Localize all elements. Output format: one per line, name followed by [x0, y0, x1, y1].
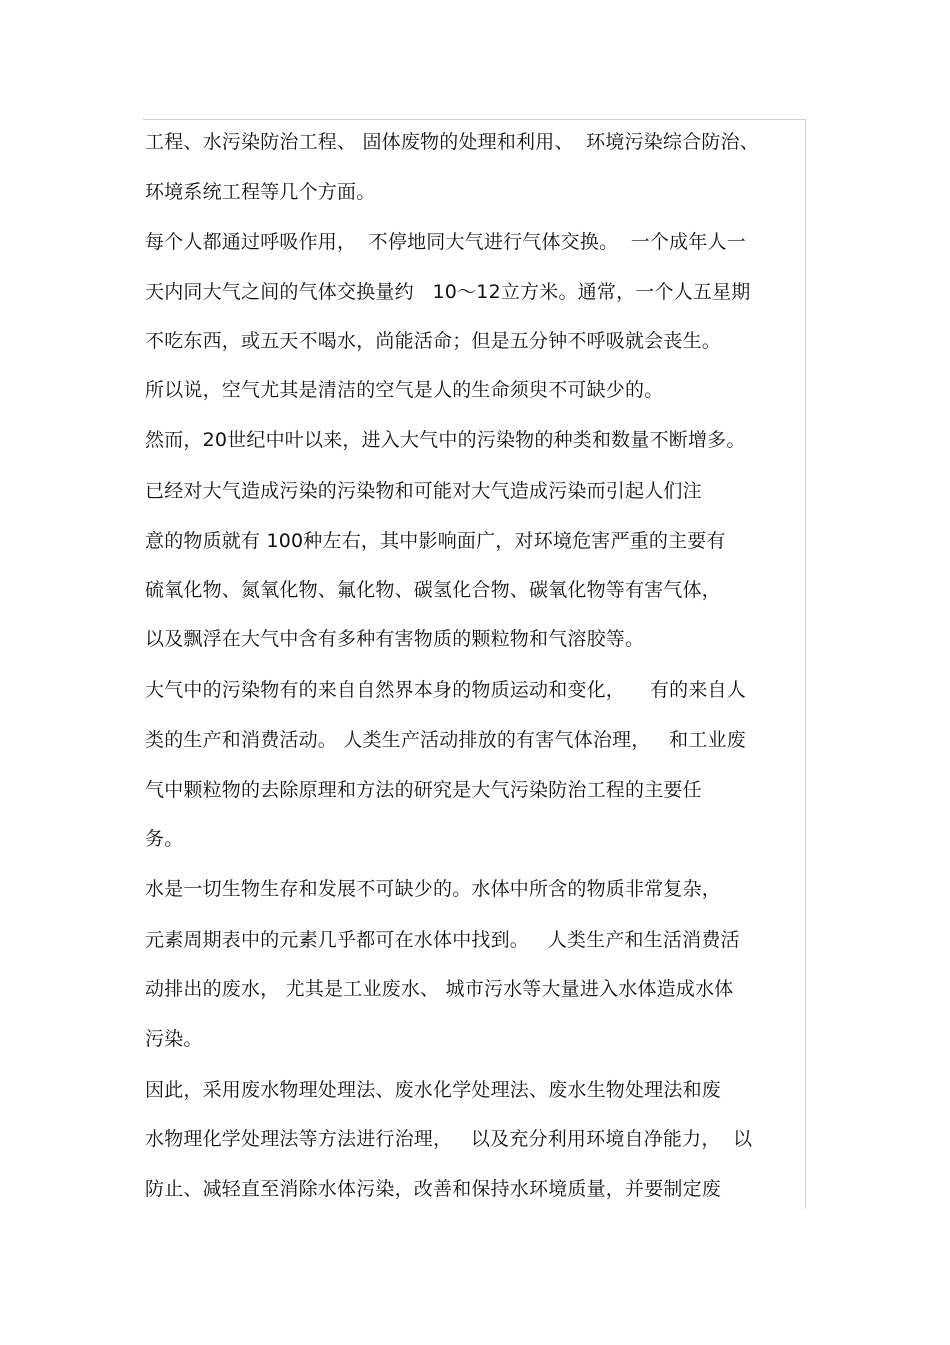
text-line: 环境系统工程等几个方面。	[145, 181, 376, 203]
text-line: 动排出的废水， 尤其是工业废水、 城市污水等大量进入水体造成水体	[145, 978, 734, 1000]
text-line: 每个人都通过呼吸作用， 不停地同大气进行气体交换。 一个成年人一	[145, 231, 746, 253]
text-line: 因此，采用废水物理处理法、废水化学处理法、废水生物处理法和废	[145, 1079, 722, 1101]
text-line: 大气中的污染物有的来自自然界本身的物质运动和变化， 有的来自人	[145, 679, 746, 701]
text-line: 气中颗粒物的去除原理和方法的研究是大气污染防治工程的主要任	[145, 779, 702, 801]
text-line: 以及飘浮在大气中含有多种有害物质的颗粒物和气溶胶等。	[145, 628, 645, 650]
text-line: 类的生产和消费活动。 人类生产活动排放的有害气体治理， 和工业废	[145, 729, 746, 751]
text-line: 水物理化学处理法等方法进行治理， 以及充分利用环境自净能力， 以	[145, 1128, 753, 1150]
text-line: 水是一切生物生存和发展不可缺少的。水体中所含的物质非常复杂，	[145, 878, 722, 900]
text-line: 所以说，空气尤其是清洁的空气是人的生命须臾不可缺少的。	[145, 379, 664, 401]
text-line: 然而，20世纪中叶以来，进入大气中的污染物的种类和数量不断增多。	[145, 429, 746, 451]
text-line: 务。	[145, 828, 184, 850]
text-line: 污染。	[145, 1028, 203, 1050]
text-line: 不吃东西，或五天不喝水，尚能活命；但是五分钟不呼吸就会丧生。	[145, 330, 722, 352]
text-body	[143, 119, 806, 1209]
text-line: 元素周期表中的元素几乎都可在水体中找到。 人类生产和生活消费活	[145, 929, 740, 951]
text-line: 工程、水污染防治工程、 固体废物的处理和利用、 环境污染综合防治、	[145, 131, 759, 153]
text-line: 硫氧化物、氮氧化物、氟化物、碳氢化合物、碳氧化物等有害气体，	[145, 579, 722, 601]
text-line: 防止、减轻直至消除水体污染，改善和保持水环境质量，并要制定废	[145, 1178, 722, 1200]
text-line: 天内同大气之间的气体交换量约 10～12立方米。通常，一个人五星期	[145, 281, 751, 303]
text-line: 意的物质就有 100种左右，其中影响面广，对环境危害严重的主要有	[145, 530, 726, 552]
text-line: 已经对大气造成污染的污染物和可能对大气造成污染而引起人们注	[145, 480, 702, 502]
